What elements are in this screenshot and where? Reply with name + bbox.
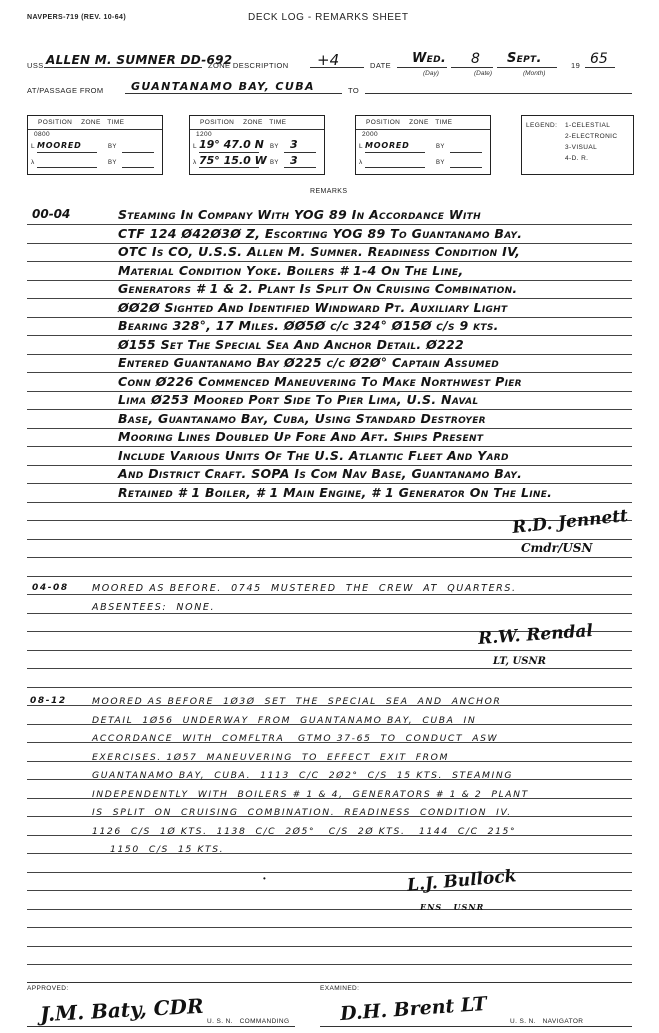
passage-to-underline	[365, 92, 632, 94]
remark-line: Material Condition Yoke. Boilers # 1-4 On The Line,	[118, 263, 464, 278]
lon-by-label: BY	[436, 160, 445, 166]
position-time: 2000	[362, 131, 379, 138]
position-lon: 75° 15.0 W	[199, 154, 267, 167]
lon-by-label: BY	[270, 160, 279, 166]
ruled-line	[27, 298, 632, 299]
remark-line: Retained # 1 Boiler, # 1 Main Engine, # 1 Generator On The Line.	[118, 485, 553, 500]
ruled-line	[27, 409, 632, 410]
date-label: DATE	[370, 61, 392, 70]
legend-item: 3-VISUAL	[565, 144, 598, 151]
lon-prefix: λ	[31, 159, 35, 166]
legend-item: 1-CELESTIAL	[565, 122, 611, 129]
position-box-2000	[355, 115, 491, 175]
position-box-divider	[28, 129, 162, 130]
lon-by-value: 3	[290, 154, 298, 167]
lon-by-underline	[450, 167, 482, 168]
month-caption: (Month)	[523, 70, 546, 77]
zone-value: +4	[317, 51, 340, 69]
remark-line: GUANTANAMO BAY, CUBA. 1113 C/C 2Ø2° C/S 15 KTS. STEAMING	[92, 770, 514, 781]
ruled-line	[27, 687, 632, 688]
lon-by-underline	[284, 167, 316, 168]
year-prefix: 19	[571, 61, 581, 70]
passage-label: AT/PASSAGE FROM	[27, 86, 104, 95]
ship-name: ALLEN M. SUMNER DD-692	[46, 53, 233, 67]
ruled-line	[27, 502, 632, 503]
watch-signature: L.J. Bullock	[406, 866, 518, 896]
ruled-line	[27, 576, 632, 577]
lat-underline	[365, 152, 425, 153]
remark-line: Steaming In Company With YOG 89 In Accordance With	[118, 207, 481, 222]
remarks-label: REMARKS	[310, 188, 348, 195]
remark-line: Mooring Lines Doubled Up Fore And Aft. Ships Present	[118, 429, 484, 444]
watch-signature: R.D. Jennett	[511, 505, 629, 539]
ruled-line	[27, 613, 632, 614]
remark-line: Generators # 1 & 2. Plant Is Split On Cruising Combination.	[118, 281, 518, 296]
ruled-line	[27, 261, 632, 262]
remark-line: DETAIL 1Ø56 UNDERWAY FROM GUANTANAMO BAY, CUBA IN	[92, 715, 477, 726]
lon-underline	[37, 167, 97, 168]
remark-line: EXERCISES. 1Ø57 MANEUVERING TO EFFECT EXIT FROM	[92, 752, 449, 763]
watch-signature: R.W. Rendal	[477, 621, 594, 649]
lat-prefix: L	[31, 143, 36, 150]
month-underline	[497, 66, 557, 68]
position-lat: MOORED	[37, 141, 82, 150]
navigator-label: U. S. N. NAVIGATOR	[510, 1018, 584, 1025]
lat-by-label: BY	[436, 144, 445, 150]
watch-time: 08-12	[30, 696, 67, 706]
approver-signature: J.M. Baty, CDR	[39, 993, 205, 1027]
stray-mark: •	[263, 874, 266, 883]
ruled-line	[27, 964, 632, 965]
remark-line: ØØ2Ø Sighted And Identified Windward Pt. Auxiliary Light	[118, 300, 508, 315]
position-time: 0800	[34, 131, 51, 138]
examined-label: EXAMINED:	[320, 985, 360, 992]
remark-line: MOORED AS BEFORE 1Ø3Ø SET THE SPECIAL SEA AND ANCHOR	[92, 696, 502, 707]
lat-prefix: L	[193, 143, 198, 150]
position-box-divider	[356, 129, 490, 130]
lat-by-label: BY	[108, 144, 117, 150]
ruled-line	[27, 650, 632, 651]
ruled-line	[27, 909, 632, 910]
lat-underline	[199, 152, 259, 153]
commanding-label: U. S. N. COMMANDING	[207, 1018, 290, 1025]
legend-title: LEGEND:	[526, 122, 558, 129]
examiner-signature: D.H. Brent LT	[339, 992, 488, 1026]
lat-by-label: BY	[270, 144, 279, 150]
remark-line: MOORED AS BEFORE. 0745 MUSTERED THE CREW AT QUARTERS.	[92, 583, 517, 594]
approver-underline	[27, 1026, 295, 1027]
watch-time: 00-04	[32, 207, 71, 221]
remark-line: INDEPENDENTLY WITH BOILERS # 1 & 4, GENERATORS # 1 & 2 PLANT	[92, 789, 529, 800]
day-value: Wed.	[412, 51, 447, 66]
position-box-0800	[27, 115, 163, 175]
position-box-1200	[189, 115, 325, 175]
uss-label: USS	[27, 61, 44, 70]
ruled-line	[27, 446, 632, 447]
lat-by-underline	[450, 152, 482, 153]
position-box-header: POSITION ZONE TIME	[200, 119, 287, 126]
lat-prefix: L	[359, 143, 364, 150]
position-box-divider	[190, 129, 324, 130]
ruled-line	[27, 483, 632, 484]
ruled-line	[27, 224, 632, 225]
lat-underline	[37, 152, 97, 153]
month-value: Sept.	[507, 51, 542, 66]
ruled-line	[27, 594, 632, 595]
form-number: NAVPERS-719 (REV. 10-64)	[27, 14, 127, 21]
remark-line: Base, Guantanamo Bay, Cuba, Using Standard Destroyer	[118, 411, 486, 426]
approved-label: APPROVED:	[27, 985, 69, 992]
footer-divider	[27, 982, 632, 983]
remark-line: CTF 124 Ø42Ø3Ø Z, Escorting YOG 89 To Guantanamo Bay.	[118, 226, 523, 241]
lon-by-label: BY	[108, 160, 117, 166]
lat-by-underline	[284, 152, 316, 153]
ruled-line	[27, 557, 632, 558]
ruled-line	[27, 539, 632, 540]
position-box-header: POSITION ZONE TIME	[38, 119, 125, 126]
remark-line: Conn Ø226 Commenced Maneuvering To Make Northwest Pier	[118, 374, 522, 389]
watch-signature-title: Cmdr/USN	[521, 541, 593, 555]
date-caption: (Date)	[474, 70, 493, 77]
ruled-line	[27, 890, 632, 891]
remark-line: Include Various Units Of The U.S. Atlantic Fleet And Yard	[118, 448, 509, 463]
lon-by-underline	[122, 167, 154, 168]
watch-signature-title: LT, USNR	[493, 656, 546, 667]
remark-line: 1126 C/S 1Ø KTS. 1138 C/C 2Ø5° C/S 2Ø KTS. 1144 C/C 215°	[92, 826, 517, 837]
lat-by-value: 3	[290, 138, 298, 151]
lon-prefix: λ	[359, 159, 363, 166]
legend-item: 2-ELECTRONIC	[565, 133, 618, 140]
ruled-line	[27, 946, 632, 947]
remark-line: OTC Is CO, U.S.S. Allen M. Sumner. Readiness Condition IV,	[118, 244, 521, 259]
lon-prefix: λ	[193, 159, 197, 166]
position-box-header: POSITION ZONE TIME	[366, 119, 453, 126]
position-time: 1200	[196, 131, 213, 138]
watch-signature-title: ENS USNR	[420, 902, 485, 912]
passage-from: GUANTANAMO BAY, CUBA	[131, 80, 315, 93]
remark-line: ACCORDANCE WITH COMFLTRA GTMO 37-65 TO CONDUCT ASW	[92, 733, 499, 744]
remark-line: Lima Ø253 Moored Port Side To Pier Lima, U.S. Naval	[118, 392, 479, 407]
remark-line: IS SPLIT ON CRUISING COMBINATION. READINESS CONDITION IV.	[92, 807, 512, 818]
remark-line: Ø155 Set The Special Sea And Anchor Detail. Ø222	[118, 337, 465, 352]
zone-label: ZONE DESCRIPTION	[208, 61, 289, 70]
passage-block	[27, 80, 632, 100]
passage-to-label: TO	[348, 86, 360, 95]
remark-line: Bearing 328°, 17 Miles. ØØ5Ø c/c 324° Ø15Ø c/s 9 kts.	[118, 318, 499, 333]
day-underline	[397, 66, 447, 68]
form-title: DECK LOG - REMARKS SHEET	[248, 12, 409, 23]
day-caption: (Day)	[423, 70, 439, 77]
position-lat: 19° 47.0 N	[199, 138, 264, 151]
examiner-underline	[320, 1026, 632, 1027]
date-value: 8	[471, 51, 480, 67]
ruled-line	[27, 668, 632, 669]
ruled-line	[27, 927, 632, 928]
remark-line: 1150 C/S 15 KTS.	[110, 844, 225, 855]
lat-by-underline	[122, 152, 154, 153]
remark-line: Entered Guantanamo Bay Ø225 c/c Ø2Ø° Captain Assumed	[118, 355, 500, 370]
legend-item: 4-D. R.	[565, 155, 589, 162]
watch-time: 04-08	[32, 583, 69, 593]
lon-underline	[199, 167, 259, 168]
legend-box	[521, 115, 634, 175]
position-lat: MOORED	[365, 141, 410, 150]
year-value: 65	[590, 51, 608, 67]
remark-line: And District Craft. SOPA Is Com Nav Base, Guantanamo Bay.	[118, 466, 523, 481]
remark-line: ABSENTEES: NONE.	[92, 602, 216, 613]
ruled-line	[27, 372, 632, 373]
lon-underline	[365, 167, 425, 168]
ruled-line	[27, 335, 632, 336]
ruled-line	[27, 872, 632, 873]
